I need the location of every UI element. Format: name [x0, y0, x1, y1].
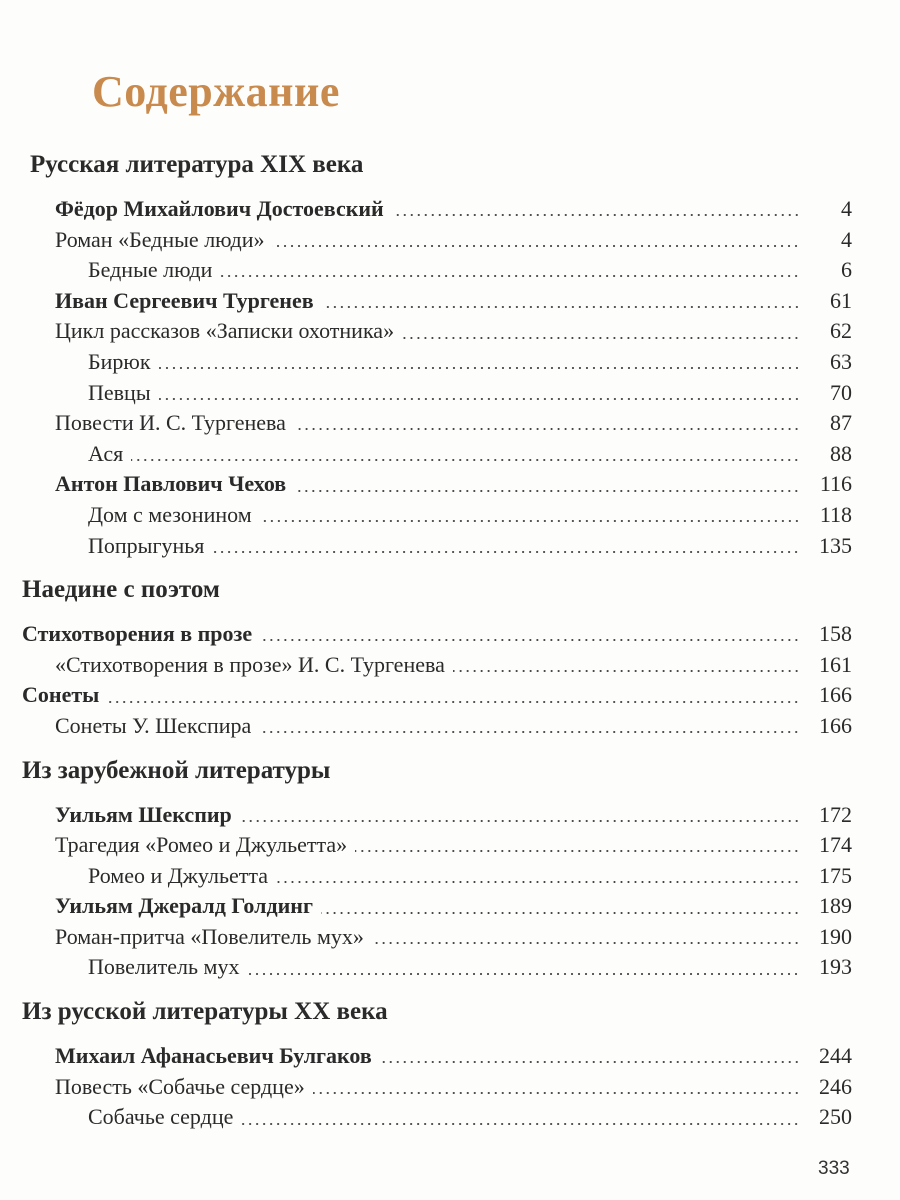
page-number: 333	[818, 1158, 850, 1179]
toc-entry[interactable]	[0, 255, 900, 286]
toc-entry[interactable]	[0, 680, 900, 711]
dot-leader	[322, 305, 800, 309]
entry-page-number: 118	[819, 501, 852, 527]
entry-title: Собачье сердце	[88, 1104, 234, 1130]
dot-leader	[402, 336, 800, 340]
toc-entry[interactable]	[0, 1041, 900, 1072]
entry-title: Трагедия «Ромео и Джульетта»	[55, 832, 348, 858]
entry-title: Бирюк	[88, 348, 151, 374]
dot-leader	[380, 1060, 800, 1064]
toc-entry[interactable]	[0, 347, 900, 378]
entry-page-number: 244	[819, 1043, 852, 1069]
toc-entry[interactable]	[0, 500, 900, 531]
section-heading: Из зарубежной литературы	[22, 756, 331, 784]
toc-section	[0, 995, 900, 1133]
section-heading: Наедине с поэтом	[22, 576, 220, 604]
entry-title: Уильям Джералд Голдинг	[55, 893, 313, 919]
entry-page-number: 70	[830, 379, 852, 405]
entry-page-number: 158	[819, 621, 852, 647]
entry-title: Попрыгунья	[88, 532, 205, 558]
dot-leader	[276, 880, 800, 884]
toc-entry[interactable]	[0, 439, 900, 470]
toc-entry[interactable]	[0, 861, 900, 892]
dot-leader	[453, 669, 800, 673]
dot-leader	[294, 489, 800, 493]
dot-leader	[241, 1122, 800, 1126]
entry-title: Фёдор Михайлович Достоевский	[55, 196, 384, 221]
page-title: Содержание	[92, 67, 340, 116]
toc-entry[interactable]	[0, 194, 900, 225]
dot-leader	[159, 397, 800, 401]
entry-title: Повести И. С. Тургенева	[55, 410, 286, 436]
entry-title: Роман-притча «Повелитель мух»	[55, 923, 364, 949]
toc-entry[interactable]	[0, 286, 900, 317]
toc-entry[interactable]	[0, 378, 900, 409]
toc-entry[interactable]	[0, 469, 900, 500]
entry-title: Дом с мезонином	[88, 501, 252, 527]
entry-page-number: 166	[819, 682, 852, 708]
entry-page-number: 166	[819, 712, 852, 738]
entry-title: Певцы	[88, 379, 151, 405]
entry-page-number: 161	[819, 651, 852, 677]
toc-entry[interactable]	[0, 1072, 900, 1103]
entry-page-number: 175	[819, 862, 852, 888]
toc-entry[interactable]	[0, 408, 900, 439]
entry-page-number: 62	[830, 318, 852, 344]
dot-leader	[260, 519, 800, 523]
entry-page-number: 189	[819, 893, 852, 919]
entry-page-number: 174	[819, 832, 852, 858]
dot-leader	[159, 366, 800, 370]
section-heading: Из русской литературы XX века	[22, 998, 388, 1026]
entry-page-number: 4	[841, 196, 852, 221]
dot-leader	[272, 244, 800, 248]
entry-page-number: 246	[819, 1073, 852, 1099]
dot-leader	[313, 1091, 800, 1095]
entry-title: «Стихотворения в прозе» И. С. Тургенева	[55, 651, 445, 677]
dot-leader	[355, 849, 800, 853]
toc-entry[interactable]	[0, 891, 900, 922]
entry-title: Повелитель мух	[88, 954, 240, 980]
toc-section	[0, 573, 900, 741]
toc-entry[interactable]	[0, 225, 900, 256]
entry-title: Цикл рассказов «Записки охотника»	[55, 318, 395, 344]
entry-title: Роман «Бедные люди»	[55, 226, 265, 252]
entry-page-number: 88	[830, 440, 852, 466]
toc-entry[interactable]	[0, 952, 900, 983]
entry-page-number: 6	[841, 257, 852, 283]
table-of-contents	[0, 148, 900, 1133]
toc-entry[interactable]	[0, 922, 900, 953]
dot-leader	[260, 638, 800, 642]
entry-title: Стихотворения в прозе	[22, 621, 253, 647]
entry-title: Ромео и Джульетта	[88, 862, 269, 888]
entry-page-number: 61	[830, 287, 852, 313]
entry-title: Ася	[88, 440, 124, 466]
dot-leader	[107, 700, 800, 704]
dot-leader	[131, 458, 800, 462]
dot-leader	[372, 941, 800, 945]
toc-entry[interactable]	[0, 800, 900, 831]
toc-section	[0, 754, 900, 984]
toc-entry[interactable]	[0, 1102, 900, 1133]
entry-title: Михаил Афанасьевич Булгаков	[55, 1043, 372, 1069]
dot-leader	[321, 911, 800, 915]
dot-leader	[392, 213, 800, 217]
entry-title: Иван Сергеевич Тургенев	[55, 287, 314, 313]
entry-title: Сонеты	[22, 682, 100, 708]
toc-entry[interactable]	[0, 619, 900, 650]
toc-entry[interactable]	[0, 830, 900, 861]
entry-page-number: 190	[819, 923, 852, 949]
entry-page-number: 116	[819, 471, 852, 497]
entry-page-number: 135	[819, 532, 852, 558]
toc-entry[interactable]	[0, 711, 900, 742]
toc-entry[interactable]	[0, 650, 900, 681]
entry-title: Повесть «Собачье сердце»	[55, 1073, 305, 1099]
dot-leader	[220, 274, 800, 278]
entry-page-number: 193	[819, 954, 852, 980]
toc-entry[interactable]	[0, 531, 900, 562]
entry-page-number: 4	[841, 226, 852, 252]
entry-title: Уильям Шекспир	[55, 801, 232, 827]
section-heading: Русская литература XIX века	[30, 151, 364, 178]
entry-page-number: 63	[830, 348, 852, 374]
entry-title: Антон Павлович Чехов	[55, 471, 287, 497]
toc-section	[0, 148, 900, 561]
dot-leader	[294, 427, 800, 431]
entry-title: Бедные люди	[88, 257, 213, 283]
dot-leader	[259, 730, 800, 734]
dot-leader	[247, 972, 800, 976]
entry-title: Сонеты У. Шекспира	[55, 712, 252, 738]
entry-page-number: 172	[819, 801, 852, 827]
entry-page-number: 87	[830, 410, 852, 436]
entry-page-number: 250	[819, 1104, 852, 1130]
dot-leader	[212, 550, 800, 554]
toc-entry[interactable]	[0, 316, 900, 347]
dot-leader	[240, 819, 800, 823]
